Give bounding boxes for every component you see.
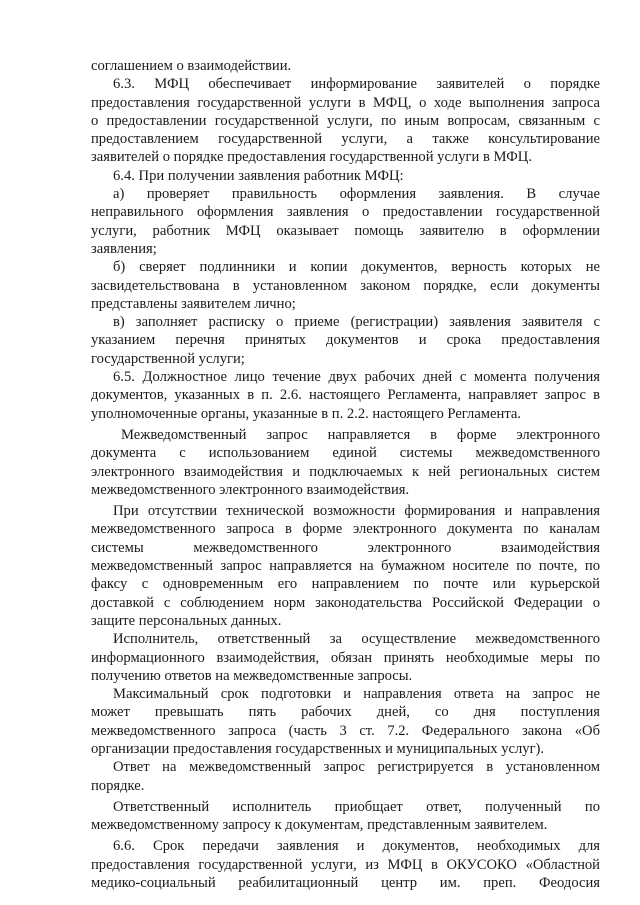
text-line: указанием перечня принятых документов и срока предоставления [91, 332, 600, 349]
text-line: Ответ на межведомственный запрос регистрируется в установленном [113, 759, 600, 776]
text-line: межведомственного запроса в форме электронного документа по каналам [91, 521, 600, 538]
text-line: предоставления государственной услуги, из МФЦ в ОКУСОКО «Областной [91, 856, 600, 873]
text-line: в) заполняет расписку о приеме (регистрации) заявления заявителя с [113, 314, 600, 331]
paragraph-interagency-request [91, 426, 600, 499]
paragraph-response-registration [91, 758, 600, 795]
paragraph-responsible-executor [91, 798, 600, 835]
text-line: информационного взаимодействия, обязан принять необходимые меры по [91, 649, 600, 666]
text-line: заявителей о порядке предоставления государственной услуги в МФЦ. [91, 149, 532, 166]
list-item-b [91, 258, 600, 313]
text-line: предоставления государственной услуги в МФЦ, о ходе выполнения запроса [91, 94, 600, 111]
text-line: 6.6. Срок передачи заявления и документов, необходимых для [113, 838, 600, 855]
paragraph-executor [91, 630, 600, 685]
text-line: предоставлением государственной услуги, а также консультирование [91, 131, 600, 148]
text-line: б) сверяет подлинники и копии документов, верность которых не [113, 259, 600, 276]
paragraph-max-term [91, 685, 600, 758]
text-line: межведомственного запроса (часть 3 ст. 7.2. Федерального закона «Об [91, 722, 600, 739]
text-line: межведомственного электронного взаимодействия. [91, 481, 410, 498]
paragraph-continuation [91, 57, 600, 75]
text-line: 6.4. При получении заявления работник МФЦ: [113, 167, 404, 184]
text-line: Исполнитель, ответственный за осуществление межведомственного [113, 631, 600, 648]
list-item-v [91, 313, 600, 368]
text-line: соглашением о взаимодействии. [91, 58, 292, 74]
text-line: получению ответов на межведомственные запросы. [91, 667, 413, 684]
text-line: засвидетельствована в установленном законом порядке, если документы [91, 277, 600, 294]
text-line: документов, указанных в п. 2.6. настоящего Регламента, направляет запрос в [91, 387, 600, 404]
text-line: порядке. [91, 777, 145, 794]
text-line: системы межведомственного электронного взаимодействия [91, 539, 600, 556]
list-item-a [91, 185, 600, 258]
text-line: услуги, работник МФЦ оказывает помощь заявителю в оформлении [91, 222, 600, 239]
text-line: межведомственный запрос направляется на бумажном носителе по почте, по [91, 558, 600, 575]
paragraph-6-5 [91, 368, 600, 423]
text-line: документа с использованием единой системы межведомственного [91, 445, 600, 462]
text-line: неправильного оформления заявления о предоставлении государственной [91, 204, 600, 221]
text-line: электронного взаимодействия и подключаемых к ней региональных систем [91, 463, 600, 480]
text-line: представлены заявителем лично; [91, 295, 296, 312]
text-line: 6.3. МФЦ обеспечивает информирование заявителей о порядке [113, 76, 600, 93]
text-line: Максимальный срок подготовки и направления ответа на запрос не [113, 686, 600, 703]
text-line: 6.5. Должностное лицо течение двух рабочих дней с момента получения [113, 369, 600, 386]
text-line: Межведомственный запрос направляется в форме электронного [121, 426, 600, 443]
paragraph-6-3 [91, 75, 600, 166]
text-line: может превышать пять рабочих дней, со дня поступления [91, 704, 600, 721]
text-line: доставкой с соблюдением норм законодательства Российской Федерации о [91, 594, 600, 611]
text-line: Ответственный исполнитель приобщает ответ, полученный по [113, 798, 600, 815]
paragraph-no-technical-capability [91, 502, 600, 630]
text-line: уполномоченные органы, указанные в п. 2.2. настоящего Регламента. [91, 405, 522, 422]
text-line: защите персональных данных. [91, 612, 282, 629]
paragraph-6-4 [91, 167, 600, 185]
text-line: межведомственному запросу к документам, представленным заявителем. [91, 817, 548, 834]
text-line: государственной услуги; [91, 350, 245, 367]
paragraph-6-6 [91, 837, 600, 892]
document-body [91, 57, 600, 892]
text-line: а) проверяет правильность оформления заявления. В случае [113, 186, 600, 203]
text-line: медико-социальный реабилитационный центр им. преп. Феодосия [91, 875, 600, 892]
text-line: При отсутствии технической возможности формирования и направления [113, 503, 600, 520]
text-line: факсу с одновременным его направлением по почте или курьерской [91, 576, 600, 593]
text-line: о предоставлении государственной услуги, по иным вопросам, связанным с [91, 112, 600, 129]
text-line: заявления; [91, 240, 157, 257]
text-line: организации предоставления государственных и муниципальных услуг). [91, 740, 545, 757]
